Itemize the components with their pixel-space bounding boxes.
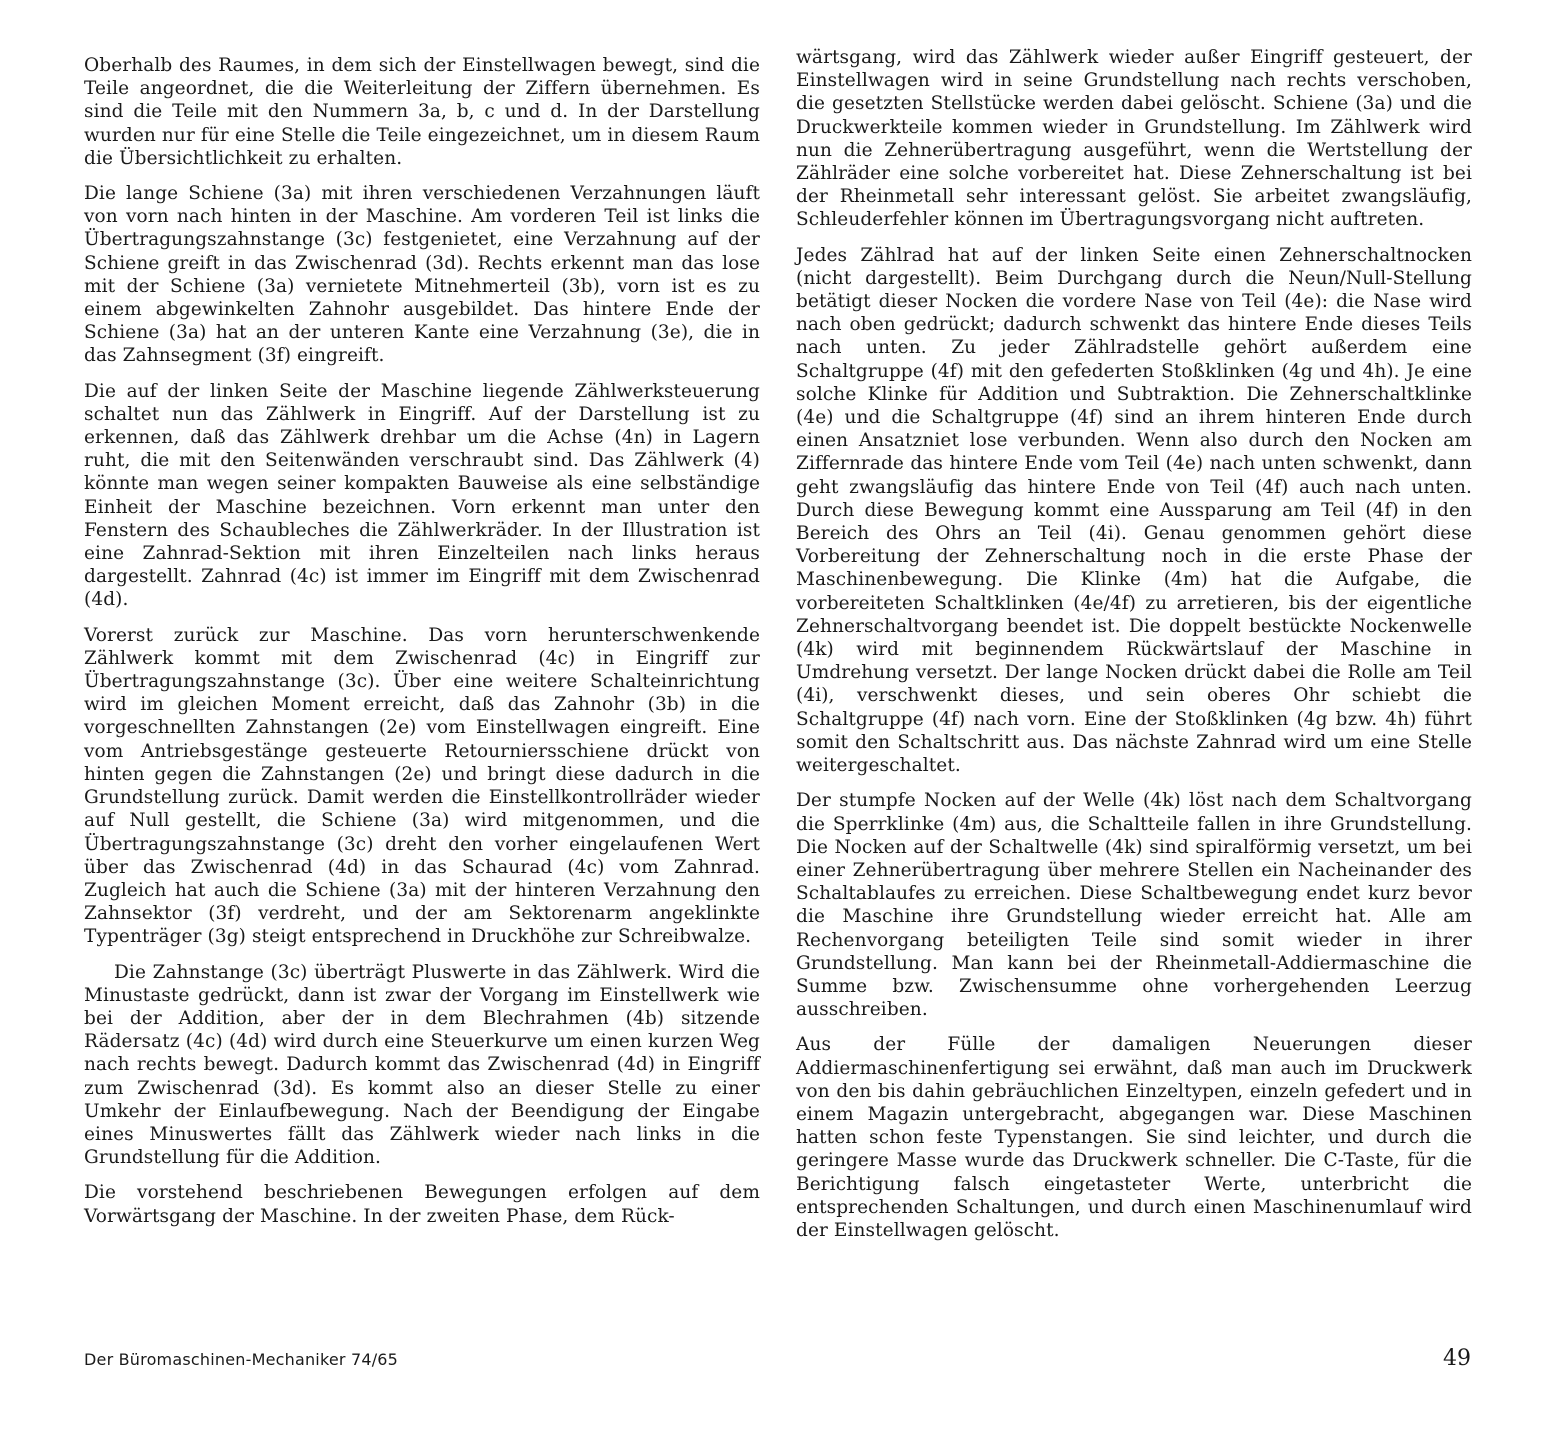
paragraph: Die vorstehend beschriebenen Bewegungen erfolgen auf dem Vorwärtsgang der Maschine. In der zweiten Phase, dem Rück-: [84, 1182, 760, 1227]
paragraph: Oberhalb des Raumes, in dem sich der Einstellwagen bewegt, sind die Teile angeordnet, die die Weiterleitung der Ziffern übernehmen. Es sind die Teile mit den Nummern 3a, b, c und d. In der Darstellung wurden nur für eine Stelle die Teile eingezeichnet, um in diesem Raum die Übersichtlichkeit zu erhalten.: [84, 55, 760, 169]
paragraph: Die auf der linken Seite der Maschine liegende Zählwerksteuerung schaltet nun das Zählwerk in Eingriff. Auf der Darstellung ist zu erkennen, daß das Zählwerk drehbar um die Achse (4n) in Lagern ruht, die mit den Seitenwänden verschraubt sind. Das Zählwerk (4) könnte man wegen seiner kompakten Bauweise als eine selbständige Einheit der Maschine bezeichnen. Vorn erkennt man unter den Fenstern des Schaubleches die Zählwerkräder. In der Illustration ist eine Zahnrad-Sektion mit ihren Einzelteilen nach links heraus dargestellt. Zahnrad (4c) ist immer im Eingriff mit dem Zwischenrad (4d).: [84, 380, 760, 611]
page-number: 49: [1443, 1346, 1471, 1371]
paragraph: wärtsgang, wird das Zählwerk wieder außer Eingriff gesteuert, der Einstellwagen wird in seine Grundstellung nach rechts verschoben, die gesetzten Stellstücke werden dabei gelöscht. Schiene (3a) und die Druckwerkteile kommen wieder in Grundstellung. Im Zählwerk wird nun die Zehnerübertragung ausgeführt, wenn die Wertstellung der Zählräder eine solche vorbereitet hat. Diese Zehnerschaltung ist bei der Rheinmetall sehr interessant gelöst. Sie arbeitet zwangsläufig, Schleuderfehler können im Übertragungsvorgang nicht auftreten.: [796, 47, 1472, 231]
paragraph: Die lange Schiene (3a) mit ihren verschiedenen Verzahnungen läuft von vorn nach hinten in der Maschine. Am vorderen Teil ist links die Übertragungszahnstange (3c) festgenietet, eine Verzahnung auf der Schiene greift in das Zwischenrad (3d). Rechts erkennt man das lose mit der Schiene (3a) vernietete Mitnehmerteil (3b), vorn ist es zu einem abgewinkelten Zahnohr ausgebildet. Das hintere Ende der Schiene (3a) hat an der unteren Kante eine Verzahnung (3e), die in das Zahnsegment (3f) eingreift.: [84, 183, 760, 367]
left-column: [84, 54, 760, 1240]
paragraph: Aus der Fülle der damaligen Neuerungen dieser Addiermaschinenfertigung sei erwähnt, daß man auch im Druckwerk von den bis dahin gebräuchlichen Einzeltypen, einzeln gefedert und in einem Magazin untergebracht, abgegangen war. Diese Maschinen hatten schon feste Typenstangen. Sie sind leichter, und durch die geringere Masse wurde das Druckwerk schneller. Die C-Taste, für die Berichtigung falsch eingetasteter Werte, unterbricht die entsprechenden Schaltungen, und durch einen Maschinenumlauf wird der Einstellwagen gelöscht.: [796, 1034, 1472, 1241]
paragraph: Die Zahnstange (3c) überträgt Pluswerte in das Zählwerk. Wird die Minustaste gedrückt, dann ist zwar der Vorgang im Einstellwerk wie bei der Addition, aber der in dem Blechrahmen (4b) sitzende Rädersatz (4c) (4d) wird durch eine Steuerkurve um einen kurzen Weg nach rechts bewegt. Dadurch kommt das Zwischenrad (4d) in Eingriff zum Zwischenrad (3d). Es kommt also an dieser Stelle zu einer Umkehr der Einlaufbewegung. Nach der Beendigung der Eingabe eines Minuswertes fällt das Zählwerk wieder nach links in die Grundstellung für die Addition.: [84, 961, 760, 1169]
paragraph: Der stumpfe Nocken auf der Welle (4k) löst nach dem Schaltvorgang die Sperrklinke (4m) aus, die Schaltteile fallen in ihre Grundstellung. Die Nocken auf der Schaltwelle (4k) sind spiralförmig versetzt, um bei einer Zehnerübertragung über mehrere Stellen ein Nacheinander des Schaltablaufes zu erreichen. Diese Schaltbewegung endet kurz bevor die Maschine ihre Grundstellung wieder erreicht hat. Alle am Rechenvorgang beteiligten Teile sind somit wieder in ihrer Grundstellung. Man kann bei der Rheinmetall-Addiermaschine die Summe bzw. Zwischensumme ohne vorhergehenden Leerzug ausschreiben.: [796, 790, 1472, 1021]
paragraph: Jedes Zählrad hat auf der linken Seite einen Zehnerschaltnocken (nicht dargestellt). Beim Durchgang durch die Neun/Null-Stellung betätigt dieser Nocken die vordere Nase von Teil (4e): die Nase wird nach oben gedrückt; dadurch schwenkt das hintere Ende dieses Teils nach unten. Zu jeder Zählradstelle gehört außerdem eine Schaltgruppe (4f) mit den gefederten Stoßklinken (4g und 4h). Je eine solche Klinke für Addition und Subtraktion. Die Zehnerschaltklinke (4e) und die Schaltgruppe (4f) sind an ihrem hinteren Ende durch einen Ansatzniet lose verbunden. Wenn also durch den Nocken am Ziffernrade das hintere Ende vom Teil (4e) nach unten schwenkt, dann geht zwangsläufig das hintere Ende von Teil (4f) auch nach unten. Durch diese Bewegung kommt eine Aussparung am Teil (4f) in den Bereich des Ohrs an Teil (4i). Genau genommen gehört diese Vorbereitung der Zehnerschaltung noch in die erste Phase der Maschinenbewegung. Die Klinke (4m) hat die Aufgabe, die vorbereiteten Schaltklinken (4e/4f) zu arretieren, bis der eigentliche Zehnerschaltvorgang beendet ist. Die doppelt bestückte Nockenwelle (4k) wird mit beginnendem Rückwärtslauf der Maschine in Umdrehung versetzt. Der lange Nocken drückt dabei die Rolle am Teil (4i), verschwenkt dieses, und sein oberes Ohr schiebt die Schaltgruppe (4f) nach vorn. Eine der Stoßklinken (4g bzw. 4h) führt somit den Schaltschritt aus. Das nächste Zahnrad wird um eine Stelle weitergeschaltet.: [796, 244, 1472, 777]
paragraph: Vorerst zurück zur Maschine. Das vorn herunterschwenkende Zählwerk kommt mit dem Zwischenrad (4c) in Eingriff zur Übertragungszahnstange (3c). Über eine weitere Schalteinrichtung wird im gleichen Moment erreicht, daß das Zahnohr (3b) in die vorgeschnellten Zahnstangen (2e) vom Einstellwagen eingreift. Eine vom Antriebsgestänge gesteuerte Retourniersschiene drückt von hinten gegen die Zahnstangen (2e) und bringt diese dadurch in die Grundstellung zurück. Damit werden die Einstellkontrollräder wieder auf Null gestellt, die Schiene (3a) wird mitgenommen, und die Übertragungszahnstange (3c) dreht den vorher eingelaufenen Wert über das Zwischenrad (4d) in das Schaurad (4c) vom Zahnrad. Zugleich hat auch die Schiene (3a) mit der hinteren Verzahnung den Zahnsektor (3f) verdreht, und der am Sektorenarm angeklinkte Typenträger (3g) steigt entsprechend in Druckhöhe zur Schreibwalze.: [84, 624, 760, 948]
right-column: [796, 46, 1472, 1254]
publication-footer: Der Büromaschinen-Mechaniker 74/65: [84, 1350, 399, 1369]
